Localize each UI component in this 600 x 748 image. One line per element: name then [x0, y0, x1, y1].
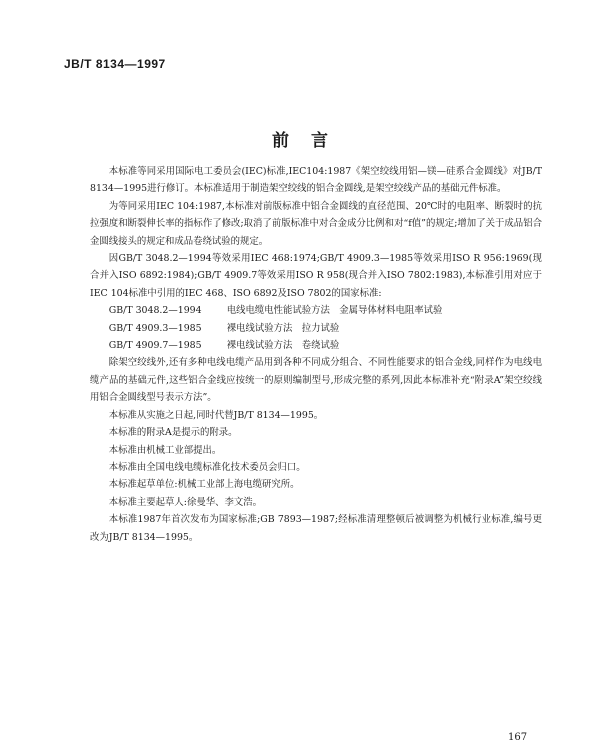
paragraph: 本标准由机械工业部提出。: [108, 444, 222, 456]
page-title: 前言: [272, 131, 350, 151]
paragraph: 本标准从实施之日起,同时代替JB/T 8134—1995。: [108, 409, 324, 421]
paragraph: 除架空绞线外,还有多种电线电缆产品用到各种不同成分组合、不同性能要求的铝合金线,同样作为电线电缆产品的基础元件,这些铝合金线应按统一的原则编制型号,形成完整的系列,因此本标准补充“附录A”架空绞线用铝合金圆线型号表示方法”。: [90, 357, 542, 404]
foreword-body: [90, 163, 542, 546]
paragraph: 本标准起草单位:机械工业部上海电缆研究所。: [108, 479, 300, 491]
paragraph: 本标准等同采用国际电工委员会(IEC)标准,IEC104:1987《架空绞线用铝—镁—硅系合金圆线》对JB/T 8134—1995进行修订。本标准适用于制造架空绞线的铝合金圆线,是架空绞线产品的基础元件标准。: [90, 166, 542, 195]
standard-item: [90, 337, 542, 354]
paragraph: 本标准由全国电线电缆标准化技术委员会归口。: [108, 461, 306, 473]
standard-code: GB/T 3048.2—1994: [108, 305, 202, 317]
paragraph: 本标准主要起草人:徐曼华、李文浩。: [108, 496, 262, 508]
document-number: JB/T 8134—1997: [64, 57, 166, 71]
paragraph: 因GB/T 3048.2—1994等效采用IEC 468:1974;GB/T 4909.3—1985等效采用ISO R 956:1969(现合并入ISO 6892:1984);GB/T 4909.7等效采用ISO R 958(现合并入ISO 7802:1983),本标准引用对应于IEC 104标准中引用的IEC 468、ISO 6892及ISO 7802的国家标准:: [90, 253, 542, 299]
standard-code: GB/T 4909.7—1985: [108, 340, 202, 352]
paragraph: 为等同采用IEC 104:1987,本标准对前版标准中铝合金圆线的直径范围、20℃时的电阻率、断裂时的抗拉强度和断裂伸长率的指标作了修改;取消了前版标准中对合金成分比例和对“f值”的规定;增加了关于成品铝合金圆线接头的规定和成品卷绕试验的规定。: [90, 200, 542, 247]
standard-name: 电线电缆电性能试验方法 金属导体材料电阻率试验: [226, 305, 443, 317]
standard-name: 裸电线试验方法 卷绕试验: [226, 340, 340, 352]
standard-name: 裸电线试验方法 拉力试验: [226, 322, 340, 334]
paragraph: 本标准的附录A是提示的附录。: [108, 427, 238, 439]
page-number: 167: [508, 732, 528, 743]
standard-item: [90, 302, 542, 319]
standard-item: [90, 320, 542, 337]
referenced-standards-list: [90, 302, 542, 354]
paragraph: 本标准1987年首次发布为国家标准;GB 7893—1987;经标准清理整顿后被调整为机械行业标准,编号更改为JB/T 8134—1995。: [90, 514, 542, 543]
standard-code: GB/T 4909.3—1985: [108, 322, 202, 334]
